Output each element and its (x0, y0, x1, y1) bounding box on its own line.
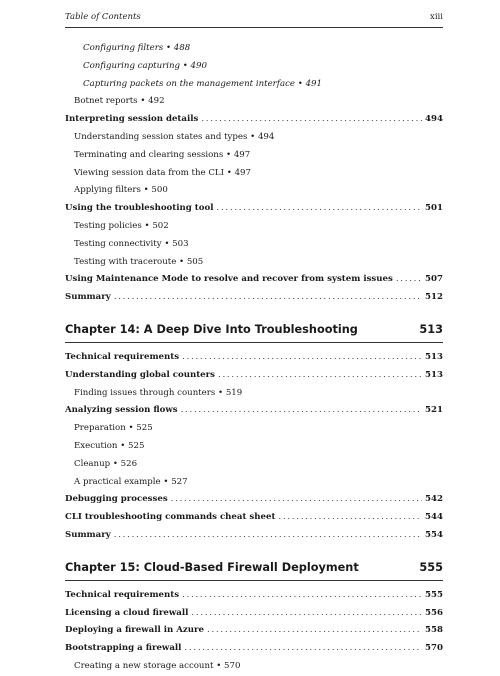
subsection-title: Preparation (74, 423, 126, 434)
subsection-title: Testing connectivity (74, 238, 162, 249)
section-page-number: 556 (425, 607, 443, 618)
dot-leader (207, 622, 422, 640)
bullet-separator: • (180, 60, 191, 71)
dot-leader (184, 640, 422, 658)
toc-subsection-entry[interactable] (65, 385, 443, 403)
section-page-number: 494 (425, 114, 443, 125)
chapter-title: Chapter 15: Cloud-Based Firewall Deployment (65, 560, 359, 574)
dot-leader (278, 509, 422, 527)
page-number: xiii (430, 12, 443, 22)
dot-leader (191, 605, 422, 623)
toc-section-entry[interactable] (65, 509, 443, 527)
toc-section-entry[interactable] (65, 491, 443, 509)
subsection-page-number: 497 (233, 149, 251, 160)
section-title: Understanding global counters (65, 369, 215, 380)
toc-subsection-entry[interactable] (65, 218, 443, 236)
dot-leader (218, 367, 422, 385)
subsection-page-number: 527 (171, 476, 188, 487)
subsection-page-number: 519 (225, 387, 243, 398)
toc-subsection-entry[interactable] (65, 147, 443, 165)
toc-section-entry[interactable] (65, 289, 443, 307)
section-title: Technical requirements (65, 589, 180, 600)
bullet-separator: • (137, 96, 149, 107)
section-page-number: 513 (425, 369, 443, 380)
chapter-heading[interactable] (65, 315, 443, 343)
subsection-page-number: 525 (136, 423, 153, 434)
toc-section-entry[interactable] (65, 640, 443, 658)
toc-subsubsection-entry[interactable] (65, 58, 443, 76)
subsection-title: Terminating and clearing sessions (74, 149, 224, 160)
toc-section-entry[interactable] (65, 622, 443, 640)
dot-leader (114, 289, 422, 307)
bullet-separator: • (223, 149, 234, 160)
section-page-number: 558 (425, 625, 443, 636)
dot-leader (201, 111, 422, 129)
bullet-separator: • (125, 423, 137, 434)
chapter-page-number: 513 (419, 323, 443, 337)
section-page-number: 521 (425, 405, 443, 416)
subsection-page-number: 491 (305, 78, 322, 89)
section-page-number: 501 (425, 203, 443, 214)
section-title: Analyzing session flows (65, 405, 178, 416)
subsection-title: Finding issues through counters (74, 387, 216, 398)
subsection-title: Cleanup (74, 458, 111, 469)
section-title: Summary (65, 529, 111, 540)
bullet-separator: • (213, 660, 225, 671)
section-page-number: 570 (425, 643, 443, 654)
toc-subsection-entry[interactable] (65, 129, 443, 147)
bullet-separator: • (117, 440, 129, 451)
toc-subsection-entry[interactable] (65, 236, 443, 254)
subsection-title: Testing policies (74, 220, 142, 231)
subsection-title: Testing with traceroute (74, 256, 177, 267)
bullet-separator: • (224, 167, 235, 178)
chapter-heading[interactable] (65, 553, 443, 581)
section-title: Technical requirements (65, 351, 180, 362)
toc-subsubsection-entry[interactable] (65, 76, 443, 94)
subsection-page-number: 500 (151, 185, 168, 196)
toc-subsection-entry[interactable] (65, 165, 443, 183)
bullet-separator: • (160, 476, 172, 487)
toc-subsection-entry[interactable] (65, 474, 443, 492)
running-header-title: Table of Contents (65, 12, 141, 22)
toc-section-entry[interactable] (65, 402, 443, 420)
running-header (65, 12, 443, 26)
section-title: Interpreting session details (65, 114, 199, 125)
subsection-page-number: 497 (234, 167, 251, 178)
section-title: Using the troubleshooting tool (65, 203, 214, 214)
bullet-separator: • (247, 131, 258, 142)
subsection-title: Configuring capturing (83, 60, 180, 71)
subsection-title: Creating a new storage account (74, 660, 214, 671)
section-title: CLI troubleshooting commands cheat sheet (65, 512, 276, 523)
subsection-page-number: 488 (173, 43, 191, 53)
subsection-title: Understanding session states and types (74, 131, 248, 142)
section-page-number: 542 (425, 494, 443, 505)
subsection-page-number: 502 (152, 220, 169, 231)
toc-section-entry[interactable] (65, 527, 443, 545)
section-title: Licensing a cloud firewall (65, 607, 189, 618)
subsection-title: Configuring filters (83, 43, 164, 53)
dot-leader (181, 402, 422, 420)
dot-leader (216, 200, 422, 218)
section-title: Bootstrapping a firewall (65, 643, 182, 654)
chapter-page-number: 555 (419, 560, 443, 574)
toc-section-entry[interactable] (65, 605, 443, 623)
toc-subsection-entry[interactable] (65, 93, 443, 111)
toc-section-entry[interactable] (65, 367, 443, 385)
subsection-page-number: 503 (172, 238, 189, 249)
bullet-separator: • (141, 220, 153, 231)
toc-subsection-entry[interactable] (65, 658, 443, 676)
bullet-separator: • (161, 238, 173, 249)
dot-leader (182, 349, 422, 367)
toc-section-entry[interactable] (65, 111, 443, 129)
toc-subsection-entry[interactable] (65, 438, 443, 456)
section-title: Using Maintenance Mode to resolve and recover from system issues (65, 274, 393, 285)
dot-leader (182, 587, 422, 605)
section-page-number: 554 (425, 529, 443, 540)
section-title: Deploying a firewall in Azure (65, 625, 205, 636)
dot-leader (396, 271, 422, 289)
section-page-number: 513 (425, 351, 443, 362)
dot-leader (114, 527, 422, 545)
section-page-number: 544 (425, 512, 443, 523)
toc-section-entry[interactable] (65, 587, 443, 605)
subsection-page-number: 505 (186, 256, 204, 267)
bullet-separator: • (140, 185, 152, 196)
subsection-title: Viewing session data from the CLI (74, 167, 225, 178)
toc-subsection-entry[interactable] (65, 182, 443, 200)
table-of-contents (65, 40, 443, 676)
chapter-title: Chapter 14: A Deep Dive Into Troubleshooting (65, 323, 358, 337)
section-title: Summary (65, 292, 111, 303)
subsection-title: Applying filters (74, 185, 141, 196)
section-page-number: 555 (425, 589, 443, 600)
subsection-title: Botnet reports (74, 96, 138, 107)
subsection-title: Capturing packets on the management interface (83, 78, 295, 89)
subsection-page-number: 570 (224, 660, 241, 671)
subsection-title: Execution (74, 440, 118, 451)
bullet-separator: • (110, 458, 121, 469)
header-rule (65, 27, 443, 28)
bullet-separator: • (215, 387, 226, 398)
bullet-separator: • (295, 78, 306, 89)
subsection-title: A practical example (74, 476, 161, 487)
subsection-page-number: 492 (148, 96, 165, 107)
toc-section-entry[interactable] (65, 271, 443, 289)
dot-leader (171, 491, 422, 509)
section-page-number: 512 (425, 292, 443, 303)
toc-subsection-entry[interactable] (65, 254, 443, 272)
bullet-separator: • (163, 43, 174, 53)
toc-subsubsection-entry[interactable] (65, 40, 443, 58)
toc-subsection-entry[interactable] (65, 420, 443, 438)
bullet-separator: • (176, 256, 187, 267)
subsection-page-number: 526 (120, 458, 138, 469)
subsection-page-number: 490 (190, 60, 207, 71)
toc-subsection-entry[interactable] (65, 456, 443, 474)
toc-section-entry[interactable] (65, 200, 443, 218)
section-title: Debugging processes (65, 494, 168, 505)
subsection-page-number: 525 (128, 440, 145, 451)
section-page-number: 507 (425, 274, 443, 285)
subsection-page-number: 494 (257, 131, 275, 142)
toc-section-entry[interactable] (65, 349, 443, 367)
